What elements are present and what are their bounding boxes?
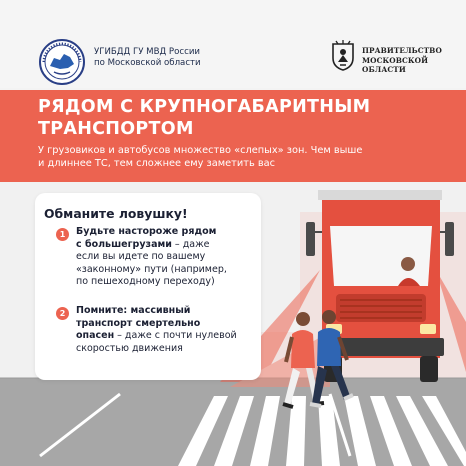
banner-subtitle-line1: У грузовиков и автобусов множество «слепых» зон. Чем выше bbox=[38, 145, 363, 156]
tip1-bold-line2: с большегрузами bbox=[76, 238, 172, 250]
tip2-bold-line3: опасен bbox=[76, 330, 115, 342]
org-left-line2: по Московской области bbox=[94, 58, 201, 68]
org-left-line1: УГИБДД ГУ МВД России bbox=[94, 47, 200, 57]
banner-title-line1: РЯДОМ С КРУПНОГАБАРИТНЫМ bbox=[38, 97, 371, 117]
tip-item-2 bbox=[76, 305, 256, 355]
banner-title-line2: ТРАНСПОРТОМ bbox=[38, 119, 194, 139]
item-number-badge: 2 bbox=[56, 307, 69, 320]
banner-subtitle bbox=[38, 144, 448, 170]
tip1-bold-line1: Будьте настороже рядом bbox=[76, 226, 217, 237]
card-title: Обманите ловушку! bbox=[44, 206, 188, 221]
org-name-gibdd bbox=[94, 47, 234, 69]
tip2-bold-line2: транспорт смертельно bbox=[76, 317, 201, 329]
tip2-rest-line3: – даже с почти нулевой bbox=[114, 330, 237, 342]
banner-title bbox=[38, 96, 438, 140]
tip-item-1 bbox=[76, 226, 256, 289]
tip1-line5: по пешеходному переходу) bbox=[76, 276, 215, 288]
gibdd-emblem-icon bbox=[38, 38, 86, 86]
tip1-rest-line2: – даже bbox=[171, 238, 210, 250]
tip2-line4: скоростью движения bbox=[76, 342, 183, 354]
org-right-line3: ОБЛАСТИ bbox=[362, 65, 406, 74]
org-name-government bbox=[362, 46, 458, 75]
item-number-badge: 1 bbox=[56, 228, 69, 241]
tip1-line4: «законному» пути (например, bbox=[76, 263, 227, 275]
org-right-line2: МОСКОВСКОЙ bbox=[362, 55, 429, 65]
banner-subtitle-line2: и длиннее ТС, тем сложнее ему заметить вас bbox=[38, 158, 275, 169]
org-right-line1: ПРАВИТЕЛЬСТВО bbox=[362, 46, 442, 55]
moscow-region-coat-of-arms-icon bbox=[330, 40, 356, 72]
tip2-bold-line1: Помните: массивный bbox=[76, 305, 191, 316]
tip1-line3: если вы идете по вашему bbox=[76, 251, 206, 263]
